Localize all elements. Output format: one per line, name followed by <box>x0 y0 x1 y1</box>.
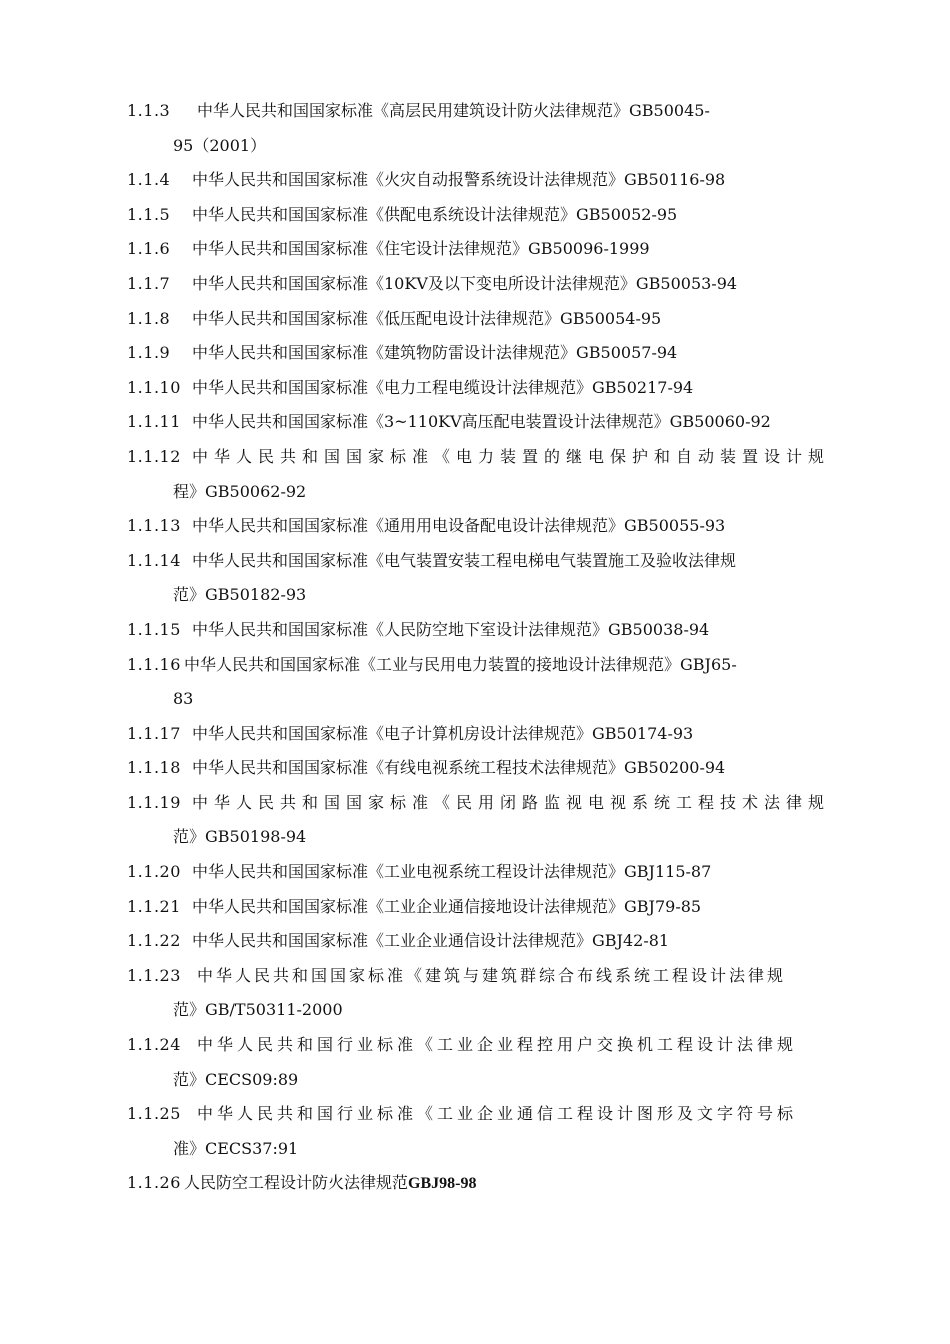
list-item <box>127 267 851 302</box>
item-text: 中华人民共和国行业标准《工业企业通信工程设计图形及文字符号标 <box>197 1104 798 1124</box>
item-text: 中华人民共和国国家标准《工业电视系统工程设计法律规范》GBJ115-87 <box>192 862 712 882</box>
item-number: 1.1.25 <box>127 1104 181 1124</box>
item-text-continued: 范》GB/T50311-2000 <box>173 1000 343 1020</box>
item-text-continued: 83 <box>173 689 194 709</box>
list-item <box>127 371 851 406</box>
item-text: 中华人民共和国国家标准《有线电视系统工程技术法律规范》GB50200-94 <box>192 758 726 778</box>
item-text: 中华人民共和国国家标准《电力工程电缆设计法律规范》GB50217-94 <box>192 377 694 397</box>
item-number: 1.1.10 <box>127 377 181 397</box>
list-item <box>127 959 851 1028</box>
item-number: 1.1.11 <box>127 412 181 432</box>
item-number: 1.1.5 <box>127 204 171 224</box>
list-item <box>127 405 851 440</box>
list-item <box>127 1097 851 1166</box>
item-text: 中华人民共和国国家标准《人民防空地下室设计法律规范》GB50038-94 <box>192 619 710 639</box>
list-item <box>127 924 851 959</box>
list-item <box>127 890 851 925</box>
item-number: 1.1.14 <box>127 550 181 570</box>
list-item <box>127 751 851 786</box>
item-number: 1.1.8 <box>127 308 171 328</box>
item-text: 中华人民共和国国家标准《电气装置安装工程电梯电气装置施工及验收法律规 <box>192 550 737 570</box>
item-text: 中华人民共和国国家标准《供配电系统设计法律规范》GB50052-95 <box>192 204 678 224</box>
item-number: 1.1.13 <box>127 516 181 536</box>
item-text: 中华人民共和国国家标准《住宅设计法律规范》GB50096-1999 <box>192 239 650 259</box>
item-number: 1.1.12 <box>127 446 181 466</box>
list-item <box>127 440 851 509</box>
item-text: 中华人民共和国国家标准《火灾自动报警系统设计法律规范》GB50116-98 <box>192 170 726 190</box>
item-text: 中华人民共和国国家标准《10KV及以下变电所设计法律规范》GB50053-94 <box>192 273 738 293</box>
list-item <box>127 163 851 198</box>
item-text: 中华人民共和国国家标准《工业与民用电力装置的接地设计法律规范》GBJ65- <box>184 654 737 674</box>
item-text: 中华人民共和国国家标准《民用闭路监视电视系统工程技术法律规 <box>192 792 831 812</box>
item-number: 1.1.17 <box>127 723 181 743</box>
list-item <box>127 544 851 613</box>
item-text: 中华人民共和国国家标准《建筑物防雷设计法律规范》GB50057-94 <box>192 343 678 363</box>
item-text-continued: 范》CECS09:89 <box>173 1069 299 1089</box>
item-number: 1.1.16 <box>127 654 181 674</box>
item-number: 1.1.26 <box>127 1173 181 1193</box>
list-item <box>127 232 851 267</box>
list-item <box>127 94 851 163</box>
item-number: 1.1.19 <box>127 792 181 812</box>
list-item <box>127 855 851 890</box>
item-text: 中华人民共和国行业标准《工业企业程控用户交换机工程设计法律规 <box>197 1035 798 1055</box>
list-item <box>127 613 851 648</box>
item-number: 1.1.3 <box>127 101 171 120</box>
item-text: 中华人民共和国国家标准《低压配电设计法律规范》GB50054-95 <box>192 308 662 328</box>
item-text-continued: 范》GB50198-94 <box>173 827 307 847</box>
item-number: 1.1.4 <box>127 170 171 190</box>
item-text-continued: 程》GB50062-92 <box>173 481 307 501</box>
list-item <box>127 1028 851 1097</box>
item-code: GBJ98-98 <box>408 1175 477 1193</box>
item-text-continued: 95（2001） <box>173 135 267 155</box>
item-text: 人民防空工程设计防火法律规范GBJ98-98 <box>184 1173 477 1193</box>
item-number: 1.1.6 <box>127 239 171 259</box>
list-item <box>127 302 851 337</box>
item-number: 1.1.23 <box>127 965 181 985</box>
item-text-continued: 范》GB50182-93 <box>173 585 307 605</box>
list-item <box>127 786 851 855</box>
list-item <box>127 648 851 717</box>
item-number: 1.1.15 <box>127 619 181 639</box>
item-text: 中华人民共和国国家标准《建筑与建筑群综合布线系统工程设计法律规 <box>197 965 787 985</box>
item-text: 中华人民共和国国家标准《高层民用建筑设计防火法律规范》GB50045- <box>197 101 710 120</box>
item-number: 1.1.21 <box>127 896 181 916</box>
item-number: 1.1.24 <box>127 1035 181 1055</box>
item-text: 中华人民共和国国家标准《3~110KV高压配电装置设计法律规范》GB50060-92 <box>192 412 771 432</box>
item-number: 1.1.20 <box>127 862 181 882</box>
item-text: 中华人民共和国国家标准《电子计算机房设计法律规范》GB50174-93 <box>192 723 694 743</box>
item-number: 1.1.18 <box>127 758 181 778</box>
item-number: 1.1.7 <box>127 273 171 293</box>
item-text: 中华人民共和国国家标准《电力装置的继电保护和自动装置设计规 <box>192 446 831 466</box>
list-item <box>127 717 851 752</box>
list-item <box>127 509 851 544</box>
item-text: 中华人民共和国国家标准《工业企业通信接地设计法律规范》GBJ79-85 <box>192 896 702 916</box>
list-item <box>127 198 851 233</box>
item-text: 中华人民共和国国家标准《通用用电设备配电设计法律规范》GB50055-93 <box>192 516 726 536</box>
item-text-continued: 准》CECS37:91 <box>173 1138 299 1158</box>
item-number: 1.1.22 <box>127 931 181 951</box>
item-number: 1.1.9 <box>127 343 171 363</box>
standards-list <box>127 94 851 1202</box>
list-item <box>127 1166 851 1202</box>
item-text: 中华人民共和国国家标准《工业企业通信设计法律规范》GBJ42-81 <box>192 931 670 951</box>
list-item <box>127 336 851 371</box>
